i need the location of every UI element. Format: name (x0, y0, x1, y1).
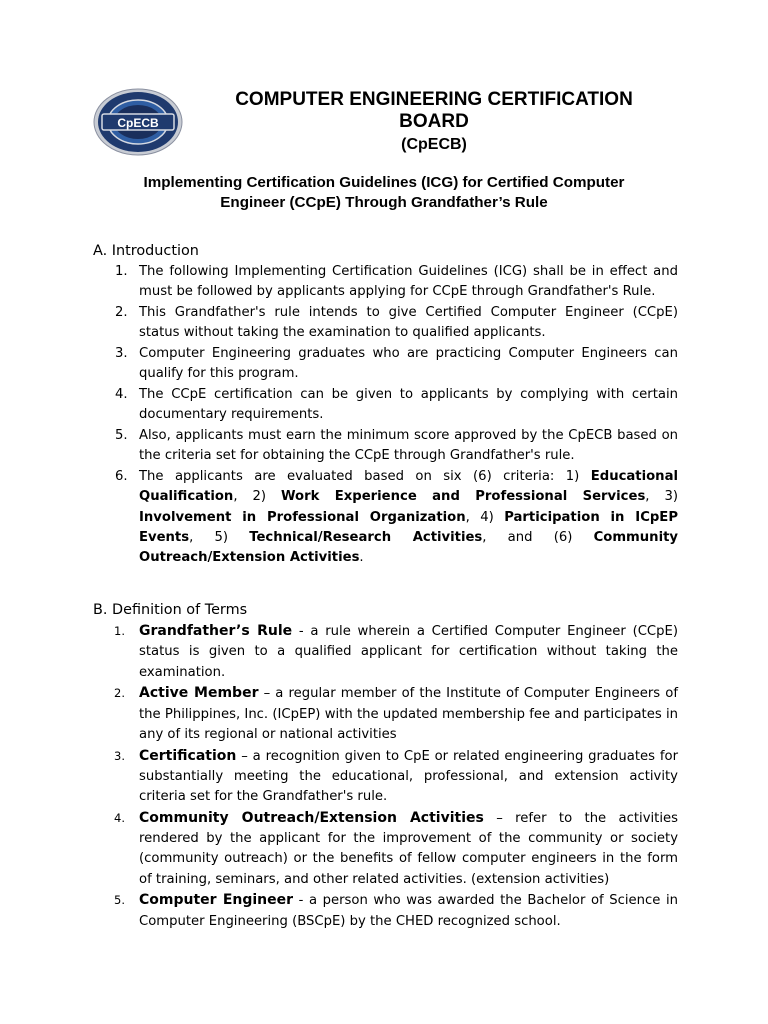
org-name-line2: BOARD (399, 111, 469, 132)
item-number: 5. (115, 427, 128, 443)
criteria-intro: The applicants are evaluated based on six (6) criteria: 1) (139, 468, 591, 484)
item-number: 1. (114, 624, 125, 638)
definition-item (93, 808, 678, 890)
separator: , 5) (189, 529, 250, 545)
item-text: Also, applicants must earn the minimum score approved by the CpECB based on the criteria set for obtaining the CCpE through Grandfather's rule. (139, 427, 678, 464)
item-number: 2. (115, 304, 128, 320)
list-item-criteria (93, 467, 678, 568)
definition-item (93, 746, 678, 808)
item-number: 2. (114, 686, 125, 701)
criterion-work-experience: Work Experience and Professional Services (280, 489, 646, 505)
definition-item (93, 621, 678, 683)
criterion-technical-research: Technical/Research Activities (249, 529, 483, 545)
criterion-educational: Educational Qualification (139, 468, 678, 505)
definition-text: - a person who was awarded the Bachelor of Science in Computer Engineering (BSCpE) by the CHED recognized school. (139, 893, 678, 929)
definition-term: Computer Engineer (139, 892, 294, 909)
definition-text: – a recognition given to CpE or related engineering graduates for substantially meeting the educational, professional, and extension activity criteria set for the Grandfather's rule. (139, 748, 678, 805)
definition-term: Certification (139, 747, 237, 764)
cpecb-seal-graphic (92, 88, 184, 156)
definition-item (93, 683, 678, 745)
item-number: 4. (114, 810, 125, 825)
list-item (93, 262, 678, 303)
subtitle-line2: Engineer (CCpE) Through Grandfather’s Rule (220, 194, 548, 211)
item-text: The CCpE certification can be given to applicants by complying with certain documentary requirements. (139, 386, 678, 423)
logo-text: CpECB (117, 116, 159, 130)
criterion-participation: Participation in ICpEP Events (139, 509, 678, 545)
org-name-line1: COMPUTER ENGINEERING CERTIFICATION (235, 89, 633, 110)
definition-text: - a rule wherein a Certified Computer Engineer (CCpE) status is given to a qualified applicant for certification without taking the examination. (139, 624, 678, 680)
criterion-community-outreach: Community Outreach/Extension Activities (139, 529, 678, 566)
definition-term: Active Member (139, 685, 259, 702)
item-text: Computer Engineering graduates who are practicing Computer Engineers can qualify for this program. (139, 345, 678, 382)
list-item (93, 385, 678, 426)
item-number: 1. (115, 264, 128, 279)
item-number: 3. (114, 748, 125, 763)
list-item (93, 426, 678, 467)
separator: , 2) (233, 489, 281, 505)
sentence-end: . (359, 550, 364, 566)
definitions-list (93, 621, 678, 932)
item-text: The following Implementing Certification Guidelines (ICG) shall be in effect and must be followed by applicants applying for CCpE through Grandfather's Rule. (139, 264, 678, 300)
document-subtitle (80, 173, 688, 213)
item-number: 5. (114, 893, 125, 908)
document-header (200, 89, 668, 156)
section-definitions (93, 600, 678, 932)
introduction-list (93, 262, 678, 568)
definition-text: – a regular member of the Institute of Computer Engineers of the Philippines, Inc. (ICpEP) with the updated membership fee and participates in any of its regional or national activities (139, 686, 678, 742)
definition-text: – refer to the activities rendered by the applicant for the improvement of the community or society (community outreach) or the benefits of fellow computer engineers in the form of training, seminars, and other related activities. (extension activities) (139, 810, 678, 887)
list-item (93, 344, 678, 385)
definition-term: Community Outreach/Extension Activities (139, 809, 484, 826)
definition-item (93, 890, 678, 932)
list-item (93, 303, 678, 344)
item-number: 4. (115, 386, 128, 402)
section-title: A. Introduction (93, 243, 199, 259)
separator: , 4) (465, 509, 505, 525)
section-introduction (93, 241, 678, 569)
separator: , and (6) (482, 529, 594, 545)
cpecb-logo (92, 88, 184, 156)
criterion-involvement: Involvement in Professional Organization (139, 509, 466, 525)
item-text: This Grandfather's rule intends to give Certified Computer Engineer (CCpE) status without taking the examination to qualified applicants. (139, 304, 678, 341)
definition-term: Grandfather’s Rule (139, 623, 293, 639)
subtitle-line1: Implementing Certification Guidelines (ICG) for Certified Computer (143, 174, 625, 191)
org-abbreviation: (CpECB) (401, 136, 467, 153)
section-title: B. Definition of Terms (93, 602, 248, 618)
separator: , 3) (645, 489, 678, 505)
item-number: 3. (115, 345, 128, 361)
item-number: 6. (115, 468, 128, 484)
